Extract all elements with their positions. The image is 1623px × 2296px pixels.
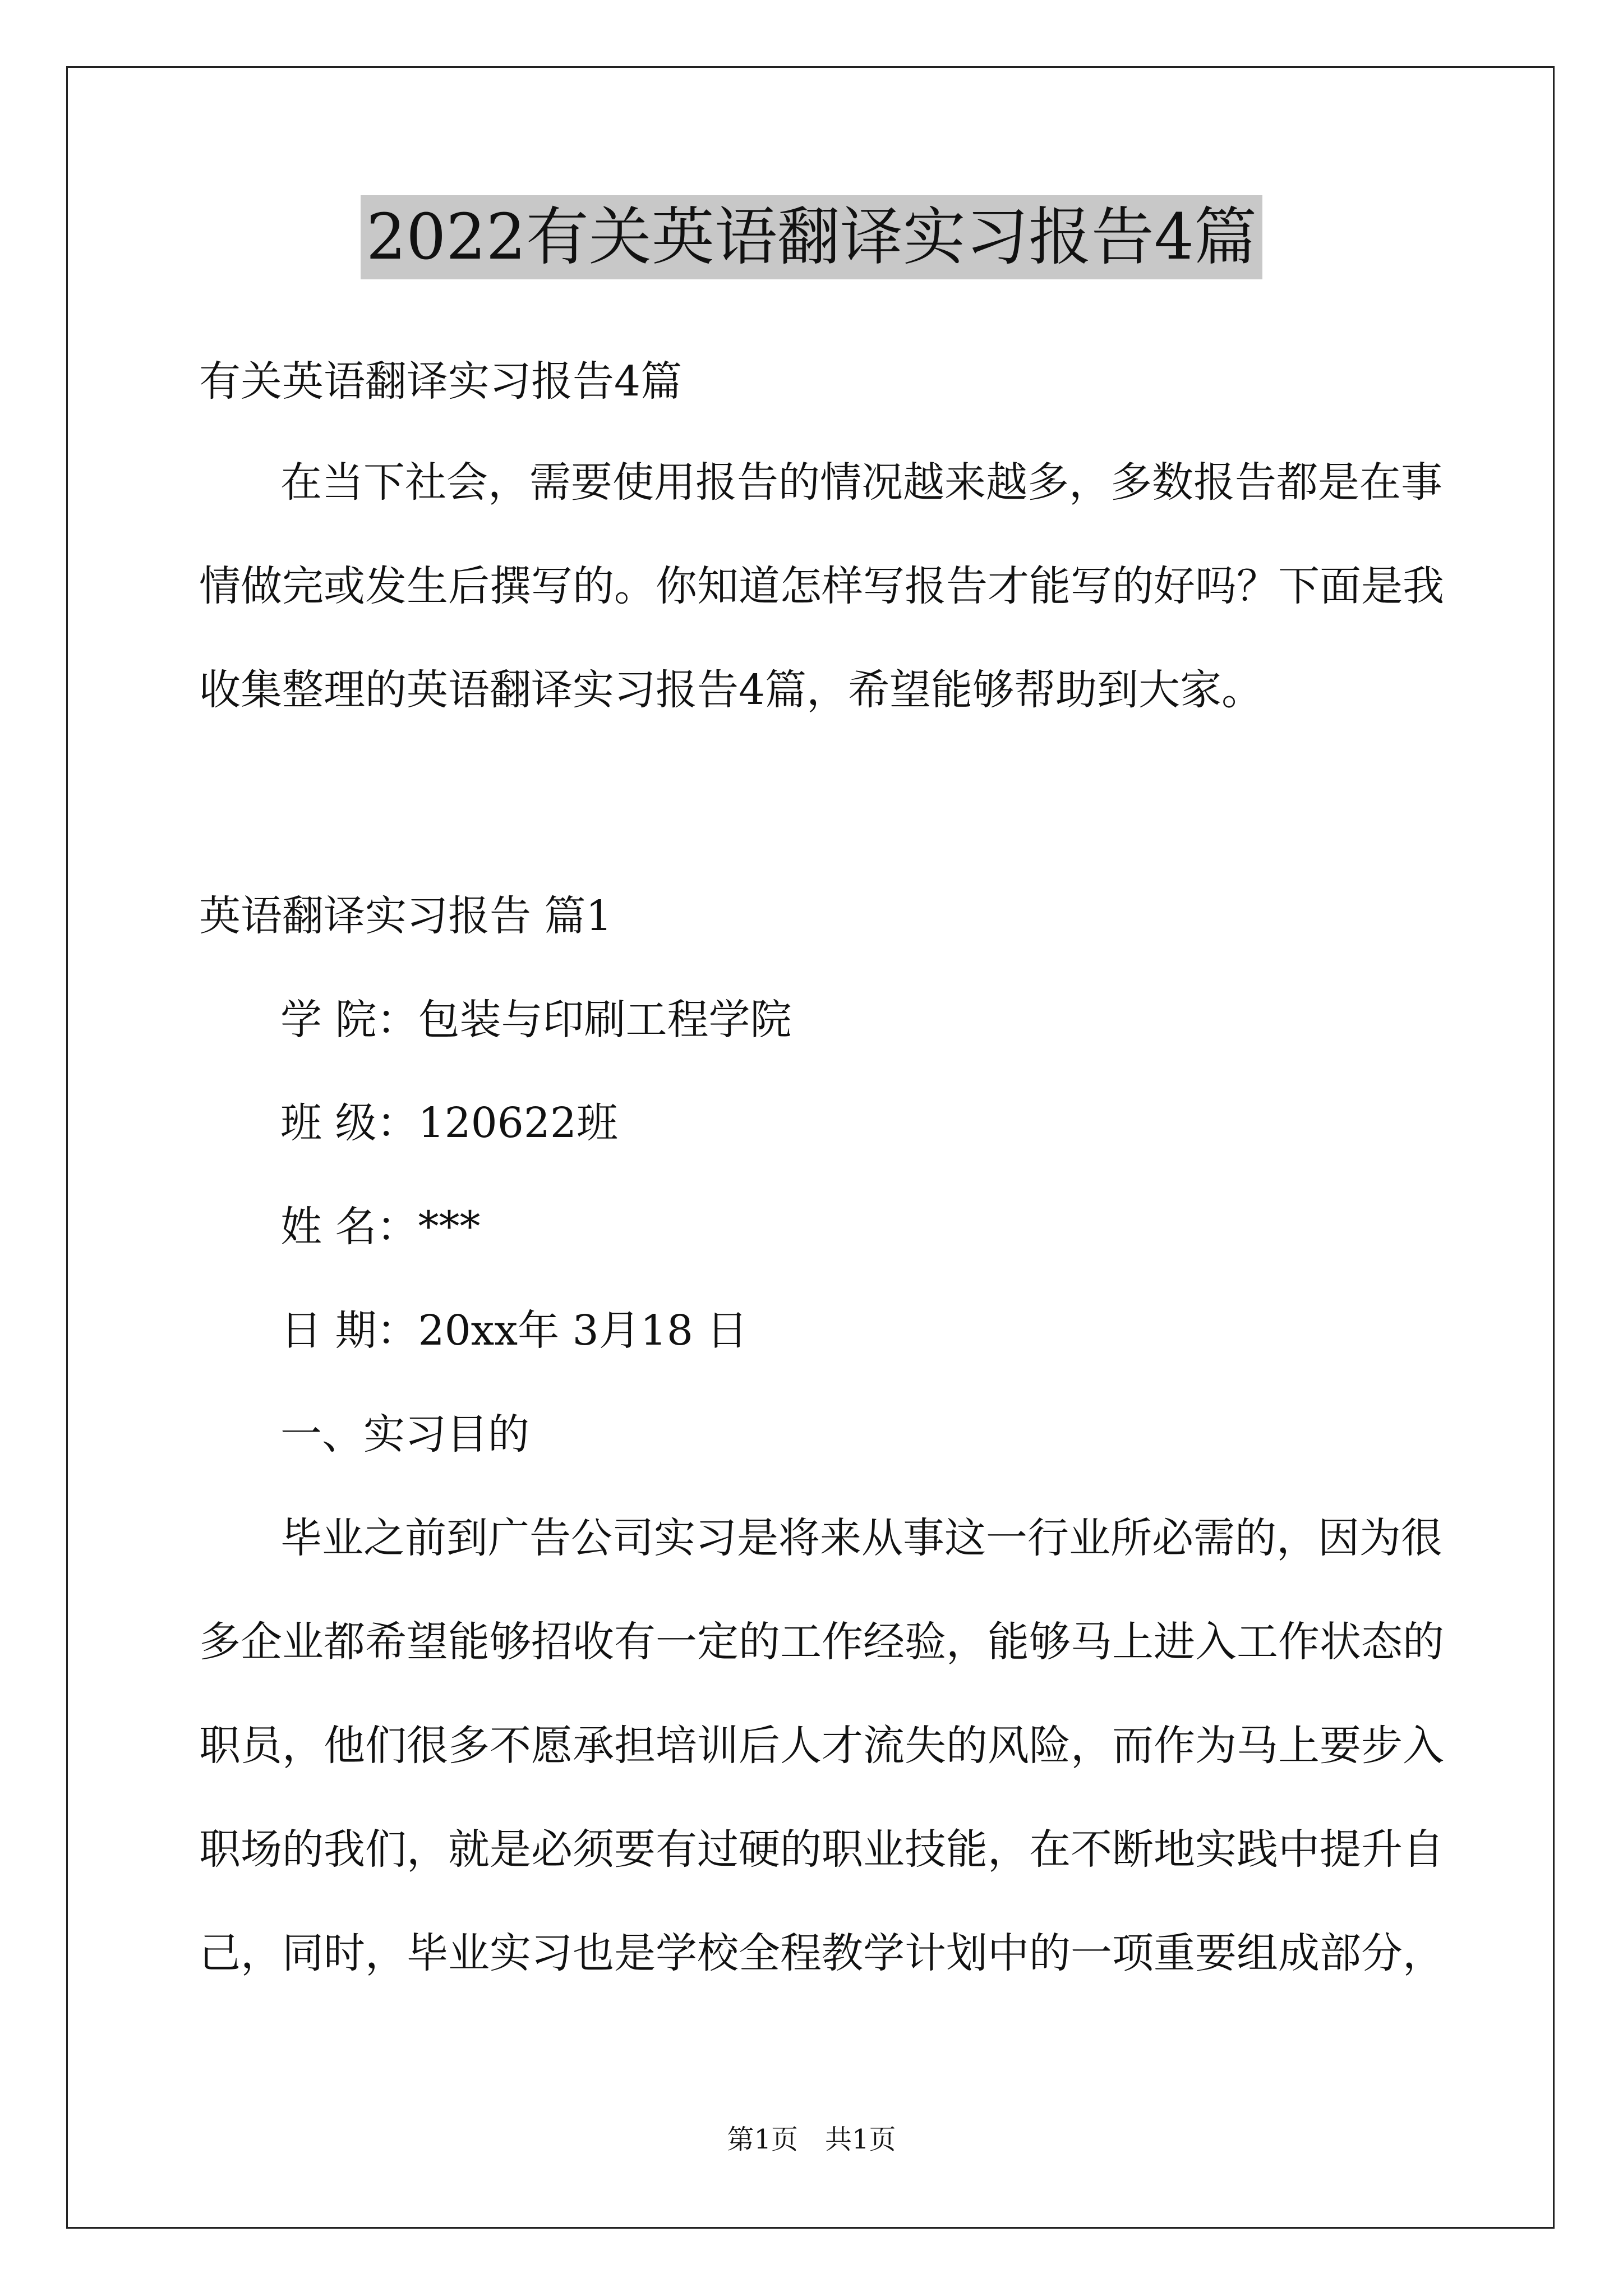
info-college: 学 院：包装与印刷工程学院 <box>280 996 792 1044</box>
body-line-5: 己，同时，毕业实习也是学校全程教学计划中的一项重要组成部分， <box>199 1929 1444 1977</box>
intro-line-2: 情做完或发生后撰写的。你知道怎样写报告才能写的好吗？下面是我 <box>199 562 1444 610</box>
info-class: 班 级：120622班 <box>280 1099 619 1147</box>
title-container <box>0 195 1623 279</box>
body-line-4: 职场的我们，就是必须要有过硬的职业技能，在不断地实践中提升自 <box>199 1825 1444 1874</box>
part-heading: 一、实习目的 <box>280 1410 529 1458</box>
section-heading: 英语翻译实习报告 篇1 <box>199 892 612 940</box>
document-title: 2022有关英语翻译实习报告4篇 <box>361 195 1262 279</box>
body-line-3: 职员，他们很多不愿承担培训后人才流失的风险，而作为马上要步入 <box>199 1722 1444 1770</box>
body-line-2: 多企业都希望能够招收有一定的工作经验，能够马上进入工作状态的 <box>199 1618 1444 1666</box>
intro-line-3: 收集整理的英语翻译实习报告4篇，希望能够帮助到大家。 <box>199 666 1264 714</box>
info-date: 日 期：20xx年 3月18 日 <box>280 1306 748 1355</box>
intro-line-1: 在当下社会，需要使用报告的情况越来越多，多数报告都是在事 <box>280 458 1442 507</box>
body-line-1: 毕业之前到广告公司实习是将来从事这一行业所必需的，因为很 <box>280 1514 1442 1562</box>
info-name: 姓 名：*** <box>280 1203 481 1251</box>
subtitle: 有关英语翻译实习报告4篇 <box>199 357 683 406</box>
page-footer: 第1页 共1页 <box>727 2124 896 2155</box>
